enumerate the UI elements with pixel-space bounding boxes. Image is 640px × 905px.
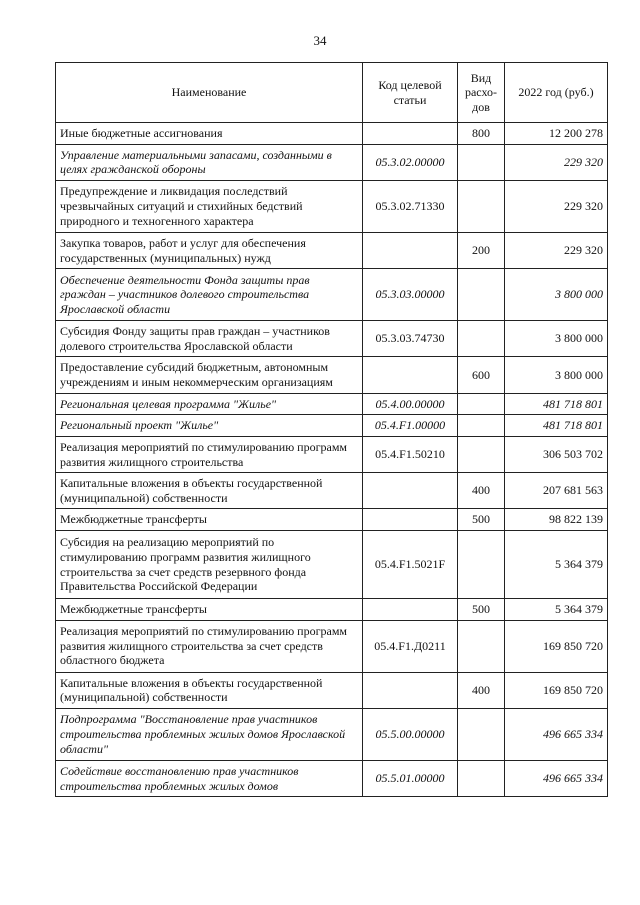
row-code-cell [363, 357, 458, 393]
row-type-cell [458, 436, 505, 472]
row-code-cell [363, 123, 458, 145]
row-code-cell: 05.4.00.00000 [363, 393, 458, 415]
table-row [56, 357, 608, 393]
row-type-cell [458, 393, 505, 415]
row-code-cell [363, 232, 458, 268]
row-type-cell [458, 269, 505, 321]
row-type-cell [458, 531, 505, 599]
row-type-cell: 800 [458, 123, 505, 145]
table-row [56, 415, 608, 437]
row-amount-cell: 229 320 [505, 180, 608, 232]
row-type-cell [458, 180, 505, 232]
row-code-cell: 05.4.F1.00000 [363, 415, 458, 437]
row-name-cell: Содействие восстановлению прав участников строительства проблемных жилых домов [56, 760, 363, 796]
table-row [56, 509, 608, 531]
table-row [56, 123, 608, 145]
table-row [56, 620, 608, 672]
row-name-cell: Обеспечение деятельности Фонда защиты прав граждан – участников долевого строительства Ярославской области [56, 269, 363, 321]
table-row [56, 180, 608, 232]
row-code-cell [363, 509, 458, 531]
column-header-amount: 2022 год (руб.) [505, 63, 608, 123]
row-type-cell: 400 [458, 672, 505, 708]
table-row [56, 760, 608, 796]
row-type-cell: 600 [458, 357, 505, 393]
row-code-cell: 05.3.03.74730 [363, 321, 458, 357]
row-code-cell: 05.5.01.00000 [363, 760, 458, 796]
table-row [56, 321, 608, 357]
row-amount-cell: 481 718 801 [505, 415, 608, 437]
row-code-cell [363, 473, 458, 509]
row-amount-cell: 207 681 563 [505, 473, 608, 509]
page-number: 34 [313, 33, 327, 48]
row-amount-cell: 229 320 [505, 232, 608, 268]
row-type-cell: 500 [458, 599, 505, 621]
row-name-cell: Капитальные вложения в объекты государственной (муниципальной) собственности [56, 672, 363, 708]
row-amount-cell: 5 364 379 [505, 531, 608, 599]
row-code-cell: 05.4.F1.Д0211 [363, 620, 458, 672]
row-name-cell: Управление материальными запасами, созданными в целях гражданской обороны [56, 144, 363, 180]
row-type-cell [458, 760, 505, 796]
column-header-name: Наименование [56, 63, 363, 123]
row-amount-cell: 3 800 000 [505, 321, 608, 357]
row-amount-cell: 169 850 720 [505, 672, 608, 708]
row-name-cell: Региональный проект "Жилье" [56, 415, 363, 437]
row-code-cell [363, 599, 458, 621]
table-row [56, 531, 608, 599]
row-type-cell [458, 620, 505, 672]
row-code-cell: 05.3.02.00000 [363, 144, 458, 180]
table-row [56, 672, 608, 708]
row-amount-cell: 3 800 000 [505, 269, 608, 321]
table-header-row [56, 63, 608, 123]
row-code-cell: 05.3.02.71330 [363, 180, 458, 232]
table-row [56, 436, 608, 472]
table-row [56, 708, 608, 760]
column-header-code: Код целевой статьи [363, 63, 458, 123]
row-type-cell: 500 [458, 509, 505, 531]
row-amount-cell: 12 200 278 [505, 123, 608, 145]
table-row [56, 599, 608, 621]
row-type-cell [458, 321, 505, 357]
row-name-cell: Подпрограмма "Восстановление прав участников строительства проблемных жилых домов Ярославской области" [56, 708, 363, 760]
row-amount-cell: 98 822 139 [505, 509, 608, 531]
row-amount-cell: 496 665 334 [505, 708, 608, 760]
row-type-cell [458, 144, 505, 180]
row-code-cell: 05.5.00.00000 [363, 708, 458, 760]
row-name-cell: Региональная целевая программа "Жилье" [56, 393, 363, 415]
row-code-cell: 05.4.F1.50210 [363, 436, 458, 472]
row-name-cell: Межбюджетные трансферты [56, 509, 363, 531]
table-row [56, 393, 608, 415]
row-amount-cell: 229 320 [505, 144, 608, 180]
row-name-cell: Предупреждение и ликвидация последствий чрезвычайных ситуаций и стихийных бедствий природного и техногенного характера [56, 180, 363, 232]
row-name-cell: Субсидия Фонду защиты прав граждан – участников долевого строительства Ярославской области [56, 321, 363, 357]
table-row [56, 269, 608, 321]
row-amount-cell: 169 850 720 [505, 620, 608, 672]
row-type-cell: 200 [458, 232, 505, 268]
table-body [56, 123, 608, 797]
row-name-cell: Реализация мероприятий по стимулированию программ развития жилищного строительства [56, 436, 363, 472]
row-name-cell: Иные бюджетные ассигнования [56, 123, 363, 145]
table-row [56, 232, 608, 268]
row-type-cell: 400 [458, 473, 505, 509]
budget-table [55, 62, 608, 797]
row-code-cell [363, 672, 458, 708]
column-header-type: Вид расхо-дов [458, 63, 505, 123]
row-type-cell [458, 415, 505, 437]
row-name-cell: Субсидия на реализацию мероприятий по стимулированию программ развития жилищного строительства за счет средств резервного фонда Правительства Российской Федерации [56, 531, 363, 599]
row-amount-cell: 5 364 379 [505, 599, 608, 621]
row-code-cell: 05.4.F1.5021F [363, 531, 458, 599]
row-name-cell: Реализация мероприятий по стимулированию программ развития жилищного строительства за счет средств областного бюджета [56, 620, 363, 672]
table-row [56, 144, 608, 180]
table-row [56, 473, 608, 509]
row-name-cell: Закупка товаров, работ и услуг для обеспечения государственных (муниципальных) нужд [56, 232, 363, 268]
row-amount-cell: 3 800 000 [505, 357, 608, 393]
row-name-cell: Межбюджетные трансферты [56, 599, 363, 621]
row-type-cell [458, 708, 505, 760]
row-code-cell: 05.3.03.00000 [363, 269, 458, 321]
row-name-cell: Капитальные вложения в объекты государственной (муниципальной) собственности [56, 473, 363, 509]
row-amount-cell: 496 665 334 [505, 760, 608, 796]
row-name-cell: Предоставление субсидий бюджетным, автономным учреждениям и иным некоммерческим организациям [56, 357, 363, 393]
row-amount-cell: 481 718 801 [505, 393, 608, 415]
row-amount-cell: 306 503 702 [505, 436, 608, 472]
